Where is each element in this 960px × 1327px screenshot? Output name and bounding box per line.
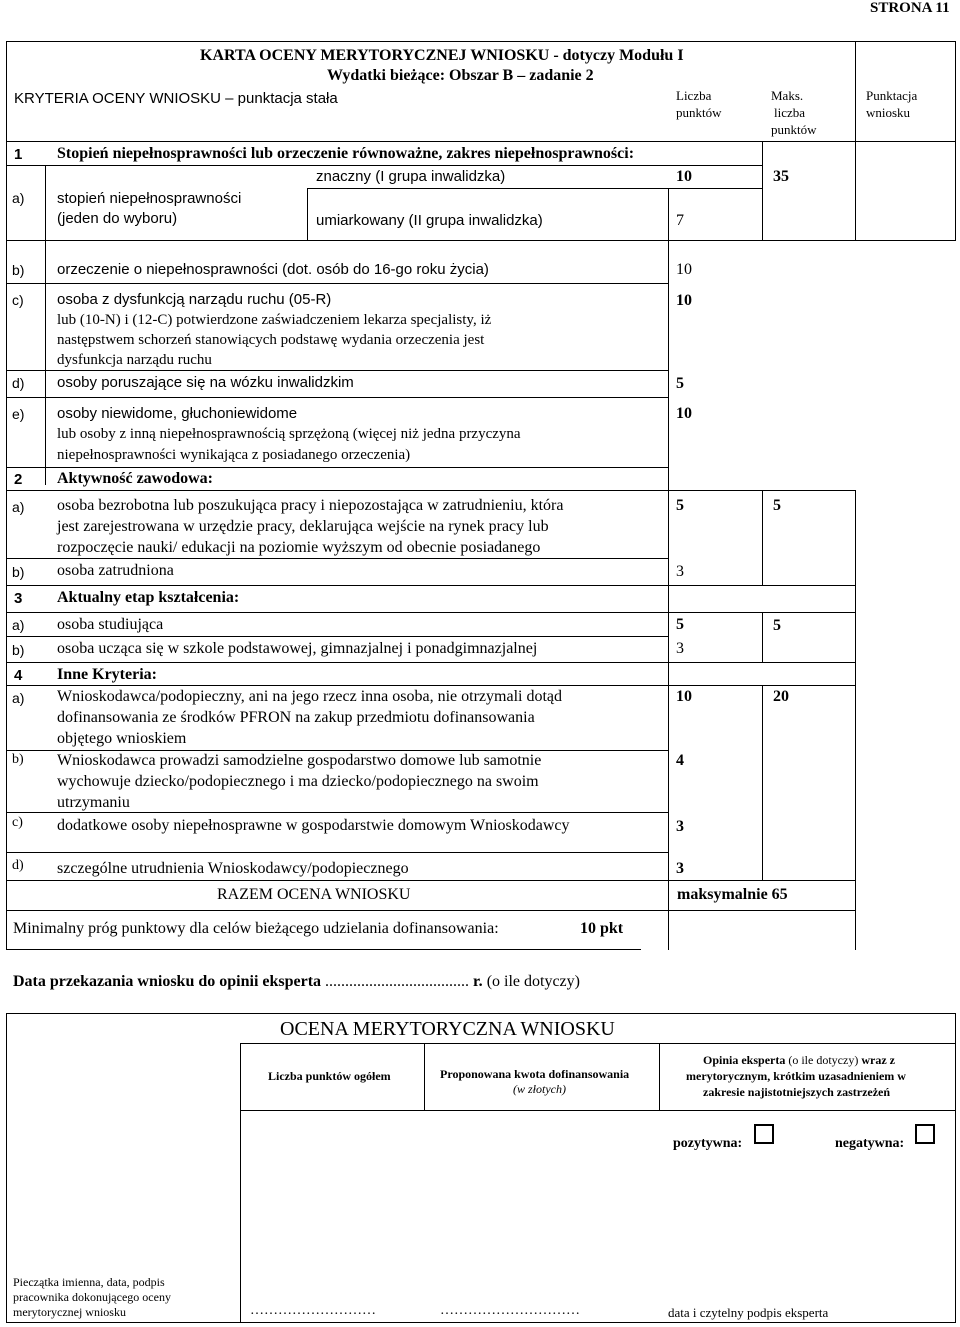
signature-dots-1[interactable]: ……………………… xyxy=(250,1303,376,1318)
s2b-points: 3 xyxy=(676,563,684,580)
s4b-letter: b) xyxy=(12,752,24,767)
s1a-option-znaczny: znaczny (I grupa inwalidzka) xyxy=(316,168,506,185)
stamp-line3: merytorycznej wniosku xyxy=(13,1305,126,1319)
s1c-line1: osoba z dysfunkcją narządu ruchu (05-R) xyxy=(57,291,332,308)
s3b-letter: b) xyxy=(12,642,25,658)
s3a-letter: a) xyxy=(12,617,25,633)
stamp-line2: pracownika dokonującego oceny xyxy=(13,1290,171,1304)
s1b-points: 10 xyxy=(676,261,692,278)
s2b-text: osoba zatrudniona xyxy=(57,562,174,579)
negative-label xyxy=(835,1136,904,1152)
s1d-points: 5 xyxy=(676,375,684,392)
opinion-with: wraz z xyxy=(861,1053,895,1067)
s4b-points: 4 xyxy=(676,752,684,769)
s2b-letter: b) xyxy=(12,564,25,580)
s4d-points: 3 xyxy=(676,860,684,877)
col-score-line2: wniosku xyxy=(866,105,911,120)
eval-col-opinion-line3: zakresie najistotniejszych zastrzeżeń xyxy=(703,1085,891,1099)
s4b-line3: utrzymaniu xyxy=(57,794,130,811)
s1a-label-note: (jeden do wyboru) xyxy=(57,210,178,227)
signature-dots-2[interactable]: ………………………… xyxy=(440,1303,580,1318)
s1b-letter: b) xyxy=(12,262,25,278)
opinion-note: (o ile dotyczy) xyxy=(788,1053,859,1067)
positive-label xyxy=(673,1136,742,1152)
col-points-line1: Liczba xyxy=(676,88,712,103)
eval-col-amount-note: (w złotych) xyxy=(513,1082,566,1096)
s3b-text: osoba ucząca się w szkole podstawowej, gimnazjalnej i ponadgimnazjalnej xyxy=(57,640,538,657)
section3-number: 3 xyxy=(14,590,23,607)
s1b-text: orzeczenie o niepełnosprawności (dot. osób do 16-go roku życia) xyxy=(57,261,489,278)
section1-number: 1 xyxy=(14,146,23,163)
s1e-points: 10 xyxy=(676,405,692,422)
s1c-letter: c) xyxy=(12,292,24,308)
section3-title: Aktualny etap kształcenia: xyxy=(57,589,240,606)
s2-max-points: 5 xyxy=(773,497,781,514)
negative-label-text: negatywna: xyxy=(835,1136,905,1151)
s2a-line3: rozpoczęcie nauki/ edukacji na poziomie wyższym od obecnie posiadanego xyxy=(57,539,541,556)
s4c-letter: c) xyxy=(12,815,23,830)
section1-title: Stopień niepełnosprawności lub orzeczenie równoważne, zakres niepełnosprawności: xyxy=(57,145,635,162)
s4c-points: 3 xyxy=(676,818,684,835)
stamp-line1: Pieczątka imienna, data, podpis xyxy=(13,1275,165,1289)
total-value: maksymalnie 65 xyxy=(677,886,788,903)
page-label: STRONA 11 xyxy=(870,0,950,16)
s2a-points: 5 xyxy=(676,497,684,514)
s1a-points-umiarkowany: 7 xyxy=(676,212,684,229)
s4d-text: szczególne utrudnienia Wnioskodawcy/podopiecznego xyxy=(57,860,409,877)
s1a-points-znaczny: 10 xyxy=(676,168,692,185)
positive-checkbox[interactable] xyxy=(754,1124,774,1144)
positive-label-text: pozytywna: xyxy=(673,1136,743,1151)
transfer-date-dots[interactable]: .................................... xyxy=(325,973,470,990)
card-title: KARTA OCENY MERYTORYCZNEJ WNIOSKU - dotyczy Modułu I xyxy=(200,47,684,64)
s4a-points: 10 xyxy=(676,688,692,705)
s3a-text: osoba studiująca xyxy=(57,616,164,633)
opinion-label: Opinia eksperta xyxy=(703,1053,786,1067)
transfer-date-line xyxy=(13,973,580,991)
s4-max-points: 20 xyxy=(773,688,789,705)
s2a-line2: jest zarejestrowana w urzędzie pracy, deklarująca wejście na rynek pracy lub xyxy=(57,518,549,535)
section2-title: Aktywność zawodowa: xyxy=(57,470,213,487)
eval-col-opinion-line2: merytorycznym, krótkim uzasadnieniem w xyxy=(686,1069,906,1083)
s3b-points: 3 xyxy=(676,640,684,657)
s3-max-points: 5 xyxy=(773,617,781,634)
minimum-threshold-text: Minimalny próg punktowy dla celów bieżącego udzielania dofinansowania: xyxy=(13,920,499,937)
s4a-line2: dofinansowania ze środków PFRON na zakup przedmiotu dofinansowania xyxy=(57,709,535,726)
s1d-text: osoby poruszające się na wózku inwalidzkim xyxy=(57,374,354,391)
s1c-points: 10 xyxy=(676,292,692,309)
card-subtitle: Wydatki bieżące: Obszar B – zadanie 2 xyxy=(327,67,594,84)
criteria-heading: KRYTERIA OCENY WNIOSKU – punktacja stała xyxy=(14,90,338,107)
s4b-line1: Wnioskodawca prowadzi samodzielne gospodarstwo domowe lub samotnie xyxy=(57,752,542,769)
minimum-threshold-value: 10 pkt xyxy=(580,920,624,937)
s4a-line1: Wnioskodawca/podopieczny, ani na jego rzecz inna osoba, nie otrzymali dotąd xyxy=(57,688,562,705)
transfer-date-label: Data przekazania wniosku do opinii eksperta xyxy=(13,973,322,990)
section4-title: Inne Kryteria: xyxy=(57,666,157,683)
eval-col-total-points: Liczba punktów ogółem xyxy=(268,1069,391,1083)
s1a-letter: a) xyxy=(12,190,25,206)
s4d-letter: d) xyxy=(12,858,24,873)
expert-signature-label: data i czytelny podpis eksperta xyxy=(668,1305,829,1320)
col-max-line1: Maks. xyxy=(771,88,804,103)
s1e-line1: osoby niewidome, głuchoniewidome xyxy=(57,405,298,422)
s3a-points: 5 xyxy=(676,616,684,633)
s2a-letter: a) xyxy=(12,499,25,515)
s4a-letter: a) xyxy=(12,690,25,706)
eval-col-proposed-amount: Proponowana kwota dofinansowania xyxy=(440,1067,630,1081)
section2-number: 2 xyxy=(14,471,23,488)
col-max-line2: liczba xyxy=(774,105,806,120)
s1a-label: stopień niepełnosprawności xyxy=(57,190,242,207)
s1c-line3: następstwem schorzeń stanowiących podstawę wydania orzeczenia jest xyxy=(57,332,485,348)
s1d-letter: d) xyxy=(12,375,25,391)
total-label: RAZEM OCENA WNIOSKU xyxy=(217,886,411,903)
col-points-line2: punktów xyxy=(676,105,722,120)
s4c-text: dodatkowe osoby niepełnosprawne w gospodarstwie domowym Wnioskodawcy xyxy=(57,817,570,834)
col-max-line3: punktów xyxy=(771,122,817,137)
s1-max-points: 35 xyxy=(773,168,789,185)
s4b-line2: wychowuje dziecko/podopiecznego i ma dziecko/podopiecznego na swoim xyxy=(57,773,539,790)
s1e-line2: lub osoby z inną niepełnosprawnością sprzężoną (więcej niż jedna przyczyna xyxy=(57,426,521,442)
transfer-date-suffix: r. xyxy=(473,973,483,990)
s4a-line3: objętego wnioskiem xyxy=(57,730,187,747)
section4-number: 4 xyxy=(14,667,23,684)
eval-col-opinion-line1 xyxy=(703,1053,895,1068)
evaluation-title: OCENA MERYTORYCZNA WNIOSKU xyxy=(280,1018,615,1040)
s2a-line1: osoba bezrobotna lub poszukująca pracy i niepozostająca w zatrudnieniu, która xyxy=(57,497,564,514)
s1e-line3: niepełnosprawności wynikająca z posiadanego orzeczenia) xyxy=(57,447,411,463)
s1c-line2: lub (10-N) i (12-C) potwierdzone zaświadczeniem lekarza specjalisty, iż xyxy=(57,312,492,328)
transfer-date-note: (o ile dotyczy) xyxy=(486,973,580,990)
s1a-option-umiarkowany: umiarkowany (II grupa inwalidzka) xyxy=(316,212,543,229)
negative-checkbox[interactable] xyxy=(915,1124,935,1144)
s1c-line4: dysfunkcja narządu ruchu xyxy=(57,352,212,368)
col-score-line1: Punktacja xyxy=(866,88,918,103)
s1e-letter: e) xyxy=(12,406,25,422)
